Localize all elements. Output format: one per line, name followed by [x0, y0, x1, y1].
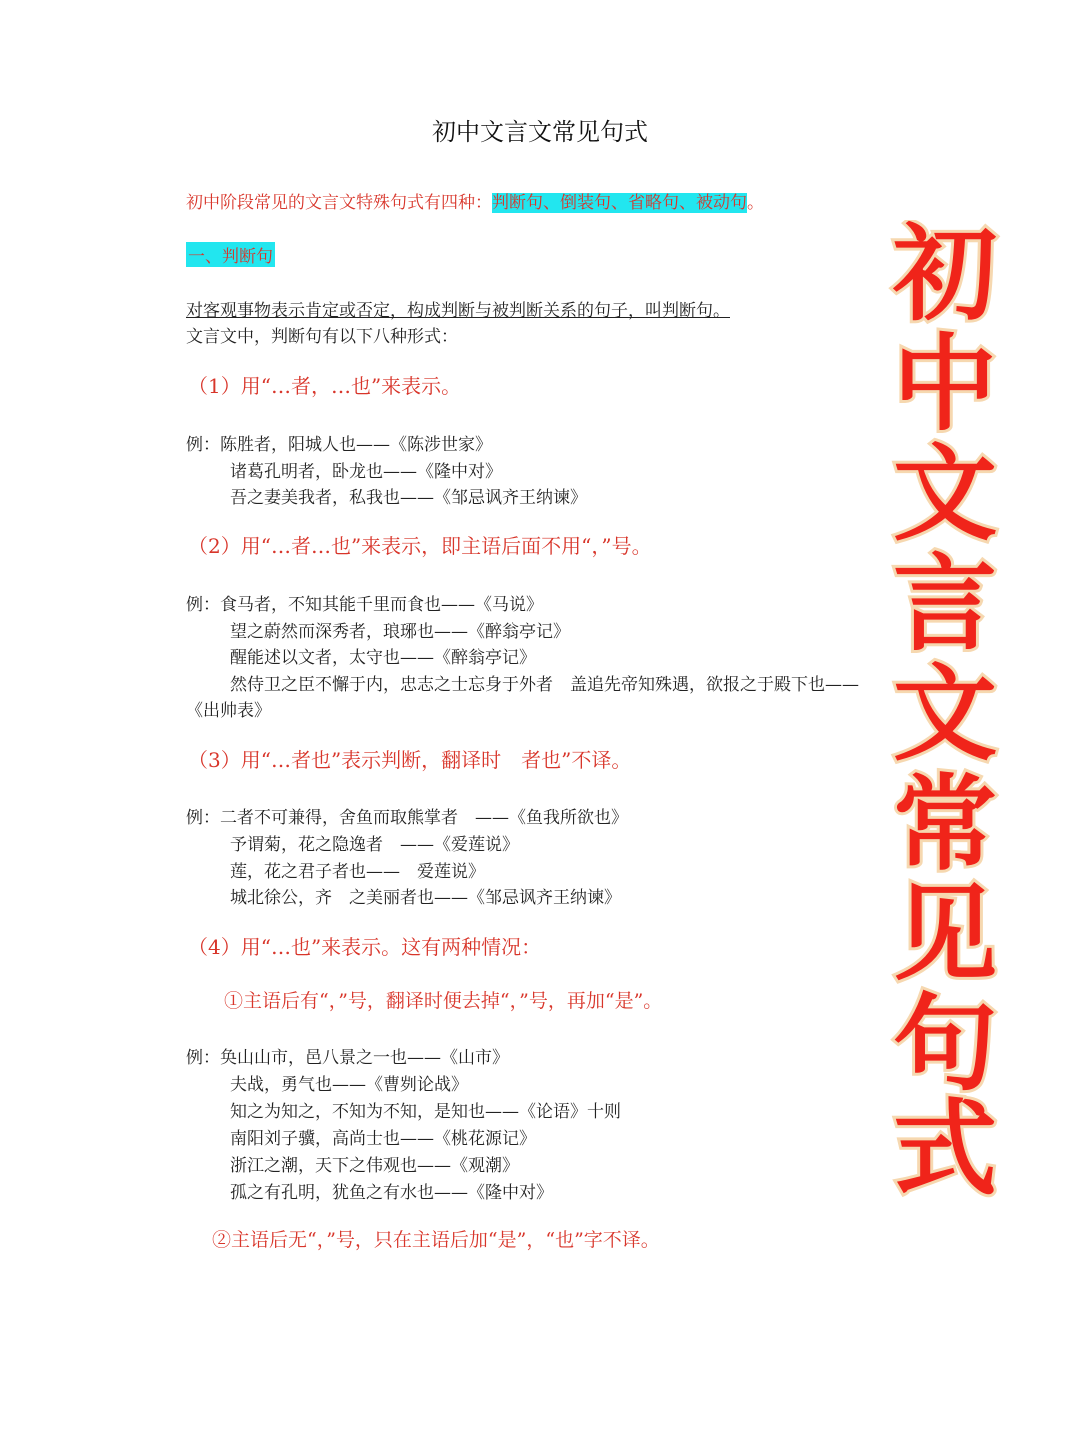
side-title-char: 文 [892, 653, 998, 775]
side-title-char: 文 [892, 433, 998, 555]
side-title [880, 220, 1010, 1200]
example-line: 城北徐公，齐 之美丽者也——《邹忌讽齐王纳谏》 [230, 888, 621, 908]
side-title-char: 常 [892, 763, 998, 885]
example-line: 例：食马者，不知其能千里而食也——《马说》 [186, 595, 543, 615]
intro-prefix: 初中阶段常见的文言文特殊句式有四种： [186, 193, 492, 213]
side-title-char: 句 [892, 983, 998, 1105]
example-line: 知之为知之，不知为不知，是知也——《论语》十则 [230, 1102, 621, 1122]
forms-intro: 文言文中，判断句有以下八种形式： [186, 327, 458, 347]
example-line: 例：二者不可兼得，舍鱼而取熊掌者 ——《鱼我所欲也》 [186, 808, 628, 828]
example-line: 诸葛孔明者，卧龙也——《隆中对》 [230, 462, 502, 482]
side-title-char: 初 [892, 220, 998, 335]
example-line: 孤之有孔明，犹鱼之有水也——《隆中对》 [230, 1183, 553, 1203]
form4-case1: ①主语后有“，”号，翻译时便去掉“，”号，再加“是”。 [224, 990, 663, 1012]
example-line: 莲，花之君子者也—— 爱莲说》 [230, 862, 485, 882]
form1-title: （1）用“…者，…也”来表示。 [188, 374, 462, 398]
definition: 对客观事物表示肯定或否定，构成判断与被判断关系的句子，叫判断句。 [186, 301, 730, 321]
example-line: 《出帅表》 [186, 701, 271, 721]
form3-title: （3）用“…者也”表示判断，翻译时 者也”不译。 [188, 748, 632, 772]
example-line: 夫战，勇气也——《曹刿论战》 [230, 1075, 468, 1095]
form4-case2: ②主语后无“，”号，只在主语后加“是”，“也”字不译。 [212, 1229, 660, 1251]
example-line: 醒能述以文者，太守也——《醉翁亭记》 [230, 648, 536, 668]
side-title-char: 式 [892, 1088, 998, 1200]
section-heading: 一、判断句 [186, 242, 275, 267]
example-line: 浙江之潮，天下之伟观也——《观潮》 [230, 1156, 519, 1176]
side-title-char: 言 [892, 543, 998, 665]
example-line: 例：陈胜者，阳城人也——《陈涉世家》 [186, 435, 492, 455]
side-title-char: 中 [892, 323, 998, 445]
side-title-char: 见 [892, 873, 998, 995]
example-line: 南阳刘子骥，高尚士也——《桃花源记》 [230, 1129, 536, 1149]
example-line: 例：奂山山市，邑八景之一也——《山市》 [186, 1048, 509, 1068]
intro-highlight: 判断句、倒装句、省略句、被动句 [492, 193, 747, 213]
example-line: 望之蔚然而深秀者，琅琊也——《醉翁亭记》 [230, 622, 570, 642]
intro-suffix: 。 [747, 193, 764, 213]
form2-title: （2）用“…者…也”来表示，即主语后面不用“，”号。 [188, 534, 652, 558]
intro-line [186, 188, 764, 213]
example-line: 吾之妻美我者，私我也——《邹忌讽齐王纳谏》 [230, 488, 587, 508]
example-line: 予谓菊，花之隐逸者 ——《爱莲说》 [230, 835, 519, 855]
form4-title: （4）用“…也”来表示。这有两种情况： [188, 935, 542, 959]
example-line: 然侍卫之臣不懈于内，忠志之士忘身于外者 盖追先帝知殊遇，欲报之于殿下也—— [230, 675, 859, 695]
page-title: 初中文言文常见句式 [432, 118, 648, 146]
